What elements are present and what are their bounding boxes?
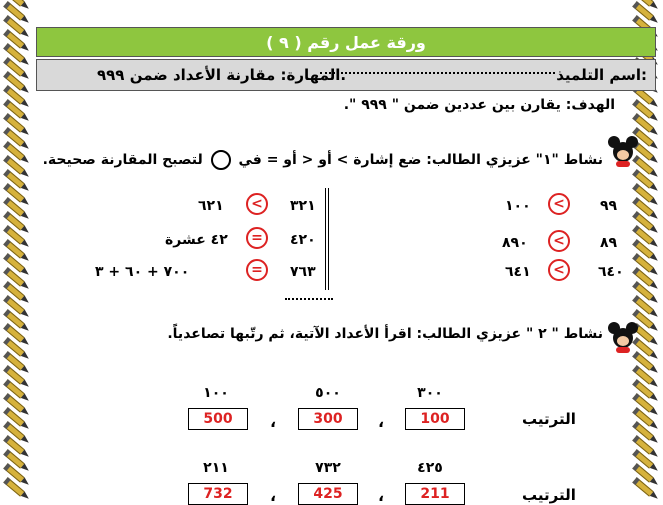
comparison-right-number: ٧٠٠ + ٦٠ + ٣: [95, 264, 190, 280]
column-divider: [325, 188, 329, 290]
number-to-order: ٤٢٥: [417, 460, 443, 476]
comparison-answer-circle[interactable]: <: [548, 230, 570, 252]
order-label: الترتيب: [522, 410, 576, 428]
comparison-right-number: ٤٢ عشرة: [165, 232, 228, 248]
comparison-left-number: ٨٩: [600, 235, 618, 251]
comparison-left-number: ٦٤٠: [598, 264, 624, 280]
student-name-label: اسم التلميذ:: [556, 66, 647, 84]
comparison-left-number: ٣٢١: [290, 198, 316, 214]
goal-text: الهدف: يقارن بين عددين ضمن " ٩٩٩ ".: [343, 97, 615, 113]
answer-box[interactable]: 500: [188, 408, 248, 430]
number-to-order: ٢١١: [203, 460, 229, 476]
number-to-order: ٥٠٠: [315, 385, 341, 401]
student-name-field[interactable]: [320, 72, 555, 74]
answer-box[interactable]: 425: [298, 483, 358, 505]
comparison-answer-circle[interactable]: =: [246, 227, 268, 249]
comparison-right-number: ٦٢١: [198, 198, 224, 214]
comparison-answer-circle[interactable]: <: [548, 193, 570, 215]
pencil-border-left: [0, 0, 34, 500]
answer-box[interactable]: 732: [188, 483, 248, 505]
activity1-text-before: نشاط "١" عزيزي الطالب: ضع إشارة > أو < أو = في: [238, 152, 603, 168]
empty-circle-icon: [211, 150, 231, 170]
mickey-icon: [606, 134, 640, 168]
worksheet-title-bar: [36, 27, 656, 57]
comparison-right-number: ١٠٠: [505, 198, 531, 214]
section-divider: [285, 298, 333, 300]
info-bar: [36, 59, 656, 91]
comparison-left-number: ٧٦٣: [290, 264, 316, 280]
answer-box[interactable]: 300: [298, 408, 358, 430]
number-to-order: ١٠٠: [203, 385, 229, 401]
comparison-answer-circle[interactable]: <: [548, 259, 570, 281]
answer-box[interactable]: 100: [405, 408, 465, 430]
number-to-order: ٧٣٢: [315, 460, 341, 476]
comparison-left-number: ٩٩: [600, 198, 618, 214]
worksheet-title: ورقة عمل رقم ( ٩ ): [266, 33, 426, 52]
comma-separator: ،: [270, 486, 277, 505]
comparison-right-number: ٦٤١: [505, 264, 531, 280]
activity1-instruction: [43, 150, 603, 170]
activity2-instruction: نشاط " ٢ " عزيزي الطالب: اقرأ الأعداد الآتية، ثم رتّبها تصاعدياً.: [167, 326, 603, 342]
comma-separator: ،: [378, 486, 385, 505]
number-to-order: ٣٠٠: [417, 385, 443, 401]
comparison-answer-circle[interactable]: <: [246, 193, 268, 215]
order-label: الترتيب: [522, 486, 576, 504]
comparison-right-number: ٨٩٠: [502, 235, 528, 251]
comparison-left-number: ٤٢٠: [290, 232, 316, 248]
activity1-text-after: لتصبح المقارنة صحيحة.: [42, 152, 203, 168]
mickey-icon: [606, 320, 640, 354]
answer-box[interactable]: 211: [405, 483, 465, 505]
comma-separator: ،: [378, 412, 385, 431]
comparison-answer-circle[interactable]: =: [246, 259, 268, 281]
skill-label: المهارة: مقارنة الأعداد ضمن ٩٩٩.: [97, 66, 347, 84]
comma-separator: ،: [270, 412, 277, 431]
